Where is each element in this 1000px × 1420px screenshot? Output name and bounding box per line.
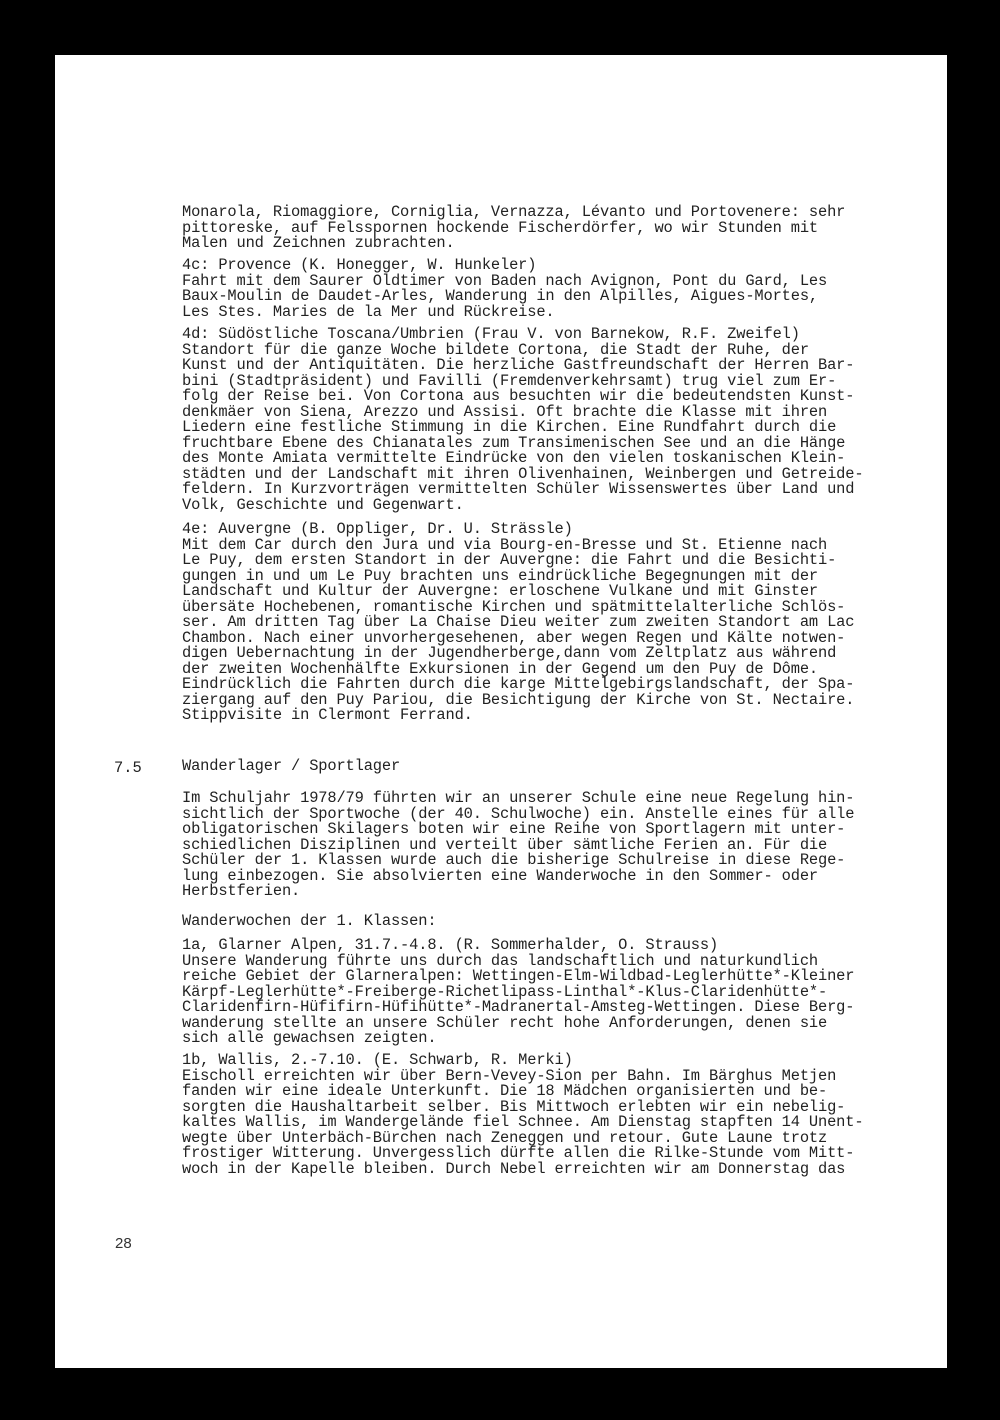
- trip-4e: [182, 522, 902, 724]
- text-line: fruchtbare Ebene des Chianatales zum Transimenischen See und an die Hänge: [182, 433, 846, 452]
- text-line: schiedlichen Disziplinen und verteilt über sämtliche Ferien an. Für die: [182, 835, 828, 854]
- text-line: Kunst und der Antiquitäten. Die herzliche Gastfreundschaft der Herren Bar-: [182, 356, 855, 374]
- text-line: Stippvisite in Clermont Ferrand.: [182, 706, 473, 724]
- text-line: der zweiten Wochenhälfte Exkursionen in der Gegend um den Puy de Dôme.: [182, 659, 819, 678]
- text-line: wanderung stellte an unsere Schüler recht hohe Anforderungen, denen sie: [182, 1013, 828, 1032]
- page-number: 28: [115, 1235, 132, 1252]
- text-line: sich alle gewachsen zeigten.: [182, 1029, 437, 1047]
- document-page: [55, 55, 947, 1368]
- trip-4d: [182, 327, 902, 513]
- text-line: woch in der Kapelle bleiben. Durch Nebel erreichten wir am Donnerstag das: [182, 1159, 846, 1178]
- text-line: Standort für die ganze Woche bildete Cortona, die Stadt der Ruhe, der: [182, 340, 809, 359]
- text-line: folg der Reise bei. Von Cortona aus besuchten wir die bedeutendsten Kunst-: [182, 387, 855, 405]
- text-line: digen Uebernachtung in der Jugendherberge,dann vom Zeltplatz aus während: [182, 644, 837, 662]
- text-line: Landschaft und Kultur der Auvergne: erloschene Vulkane und mit Ginster: [182, 582, 819, 600]
- text-line: Monarola, Riomaggiore, Corniglia, Vernazza, Lévanto und Portovenere: sehr: [182, 203, 846, 221]
- trip-heading: 4e: Auvergne (B. Oppliger, Dr. U. Strässle): [182, 520, 573, 538]
- trip-heading: 1a, Glarner Alpen, 31.7.-4.8. (R. Sommerhalder, O. Strauss): [182, 936, 719, 954]
- trip-heading: 4d: Südöstliche Toscana/Umbrien (Frau V. von Barnekow, R.F. Zweifel): [182, 325, 800, 343]
- text-line: sorgten die Haushaltarbeit selber. Bis Mittwoch erlebten wir ein nebelig-: [182, 1097, 846, 1116]
- text-line: städten und der Landschaft mit ihren Olivenhainen, Weinbergen und Getreide-: [182, 464, 864, 483]
- text-line: Eischoll erreichten wir über Bern-Vevey-Sion per Bahn. Im Bärghus Metjen: [182, 1066, 837, 1085]
- continued-paragraph: [182, 205, 902, 252]
- text-line: wegte über Unterbäch-Bürchen nach Zeneggen und retour. Gute Laune trotz: [182, 1128, 828, 1147]
- text-line: frostiger Witterung. Unvergesslich dürfte allen die Rilke-Stunde vom Mitt-: [182, 1144, 855, 1162]
- text-line: Chambon. Nach einer unvorhergesehenen, aber wegen Regen und Kälte notwen-: [182, 628, 846, 647]
- text-line: Claridenfirn-Hüfifirn-Hüfihütte*-Madranertal-Amsteg-Wettingen. Diese Berg-: [182, 998, 855, 1016]
- text-line: obligatorischen Skilagers boten wir eine Reihe von Sportlagern mit unter-: [182, 820, 846, 838]
- text-line: Eindrücklich die Fahrten durch die karge Mittelgebirgslandschaft, der Spa-: [182, 675, 855, 693]
- text-line: Volk, Geschichte und Gegenwart.: [182, 495, 464, 514]
- text-line: des Monte Amiata vermittelte Eindrücke von den vielen toskanischen Klein-: [182, 449, 846, 467]
- text-line: feldern. In Kurzvorträgen vermittelten Schüler Wissenswertes über Land und: [182, 480, 855, 498]
- text-line: Im Schuljahr 1978/79 führten wir an unserer Schule eine neue Regelung hin-: [182, 789, 855, 807]
- text-line: Liedern eine festliche Stimmung in die Kirchen. Eine Rundfahrt durch die: [182, 418, 837, 436]
- trip-heading: 1b, Wallis, 2.-7.10. (E. Schwarb, R. Merki): [182, 1051, 573, 1069]
- text-line: Herbstferien.: [182, 882, 301, 900]
- text-line: Baux-Moulin de Daudet-Arles, Wanderung in den Alpilles, Aigues-Mortes,: [182, 287, 819, 305]
- text-line: Les Stes. Maries de la Mer und Rückreise.: [182, 302, 555, 321]
- text-line: kaltes Wallis, im Wandergelände fiel Schnee. Am Dienstag stapften 14 Unent-: [182, 1113, 864, 1131]
- text-line: lung einbezogen. Sie absolvierten eine Wanderwoche in den Sommer- oder: [182, 866, 819, 885]
- text-line: pittoreske, auf Felsspornen hockende Fischerdörfer, wo wir Stunden mit: [182, 218, 819, 237]
- text-line: Fahrt mit dem Saurer Oldtimer von Baden nach Avignon, Pont du Gard, Les: [182, 271, 828, 290]
- text-line: sichtlich der Sportwoche (der 40. Schulwoche) ein. Anstelle eines für alle: [182, 804, 855, 823]
- text-line: fanden wir eine ideale Unterkunft. Die 18 Mädchen organisierten und be-: [182, 1082, 828, 1100]
- text-line: ser. Am dritten Tag über La Chaise Dieu weiter zum zweiten Standort am Lac: [182, 613, 855, 631]
- text-line: Unsere Wanderung führte uns durch das landschaftlich und naturkundlich: [182, 951, 819, 970]
- text-line: Malen und Zeichnen zubrachten.: [182, 234, 455, 252]
- text-line: bini (Stadtpräsident) und Favilli (Fremdenverkehrsamt) trug viel zum Er-: [182, 371, 837, 390]
- text-line: reiche Gebiet der Glarneralpen: Wettingen-Elm-Wildbad-Leglerhütte*-Kleiner: [182, 967, 855, 985]
- trip-heading: 4c: Provence (K. Honegger, W. Hunkeler): [182, 256, 537, 274]
- text-line: Schüler der 1. Klassen wurde auch die bisherige Schulreise in diese Rege-: [182, 851, 846, 869]
- section-title: Wanderlager / Sportlager: [182, 757, 401, 775]
- trip-1b: [182, 1053, 902, 1177]
- intro-paragraph: [182, 791, 902, 900]
- text-line: ziergang auf den Puy Pariou, die Besichtigung der Kirche von St. Nectaire.: [182, 690, 855, 709]
- text-line: Kärpf-Leglerhütte*-Freiberge-Richetlipass-Linthal*-Klus-Claridenhütte*-: [182, 982, 828, 1001]
- trip-1a: [182, 938, 902, 1047]
- section-number: 7.5: [114, 759, 142, 777]
- trip-4c: [182, 258, 902, 320]
- text-line: Mit dem Car durch den Jura und via Bourg-en-Bresse und St. Etienne nach: [182, 535, 828, 554]
- subheading: Wanderwochen der 1. Klassen:: [182, 912, 437, 930]
- text-line: übersäte Hochebenen, romantische Kirchen und spätmittelalterliche Schlös-: [182, 597, 846, 616]
- text-line: denkmäer von Siena, Arezzo und Assisi. Oft brachte die Klasse mit ihren: [182, 402, 828, 421]
- text-line: gungen in und um Le Puy brachten uns eindrückliche Begegnungen mit der: [182, 566, 819, 585]
- text-line: Le Puy, dem ersten Standort in der Auvergne: die Fahrt und die Besichti-: [182, 551, 837, 569]
